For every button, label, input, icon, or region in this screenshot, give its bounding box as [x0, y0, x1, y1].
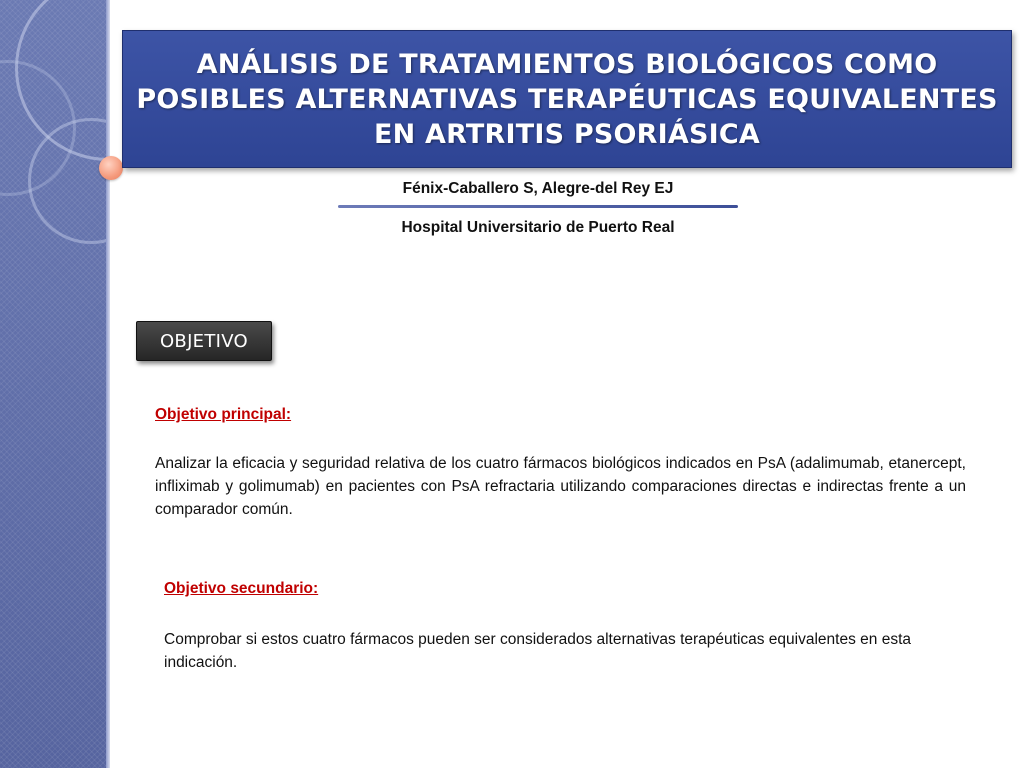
- objective-badge: [136, 321, 272, 361]
- title-banner: [122, 30, 1012, 168]
- authors: Fénix-Caballero S, Alegre-del Rey EJ: [402, 180, 674, 197]
- objective-badge-label: OBJETIVO: [159, 330, 249, 352]
- sidebar-edge: [106, 0, 110, 768]
- primary-objective-heading: Objetivo principal:: [155, 406, 292, 423]
- decorative-dot: [99, 156, 123, 180]
- slide-title: ANÁLISIS DE TRATAMIENTOS BIOLÓGICOS COMO POSIBLES ALTERNATIVAS TERAPÉUTICAS EQUIVALENTES EN ARTRITIS PSORIÁSICA: [136, 48, 998, 150]
- primary-objective-text: Analizar la eficacia y seguridad relativa de los cuatro fármacos biológicos indicados en PsA (adalimumab, etanercept, infliximab y golimumab) en pacientes con PsA refractaria utilizando comparaciones directas e indirectas frente a un comparador común.: [155, 455, 966, 518]
- decorative-sidebar: [0, 0, 110, 768]
- secondary-objective-text: Comprobar si estos cuatro fármacos pueden ser considerados alternativas terapéuticas equivalentes en esta indicación.: [164, 631, 911, 671]
- secondary-objective-heading: Objetivo secundario:: [164, 580, 319, 597]
- divider-line: [338, 205, 738, 208]
- institution: Hospital Universitario de Puerto Real: [401, 219, 675, 236]
